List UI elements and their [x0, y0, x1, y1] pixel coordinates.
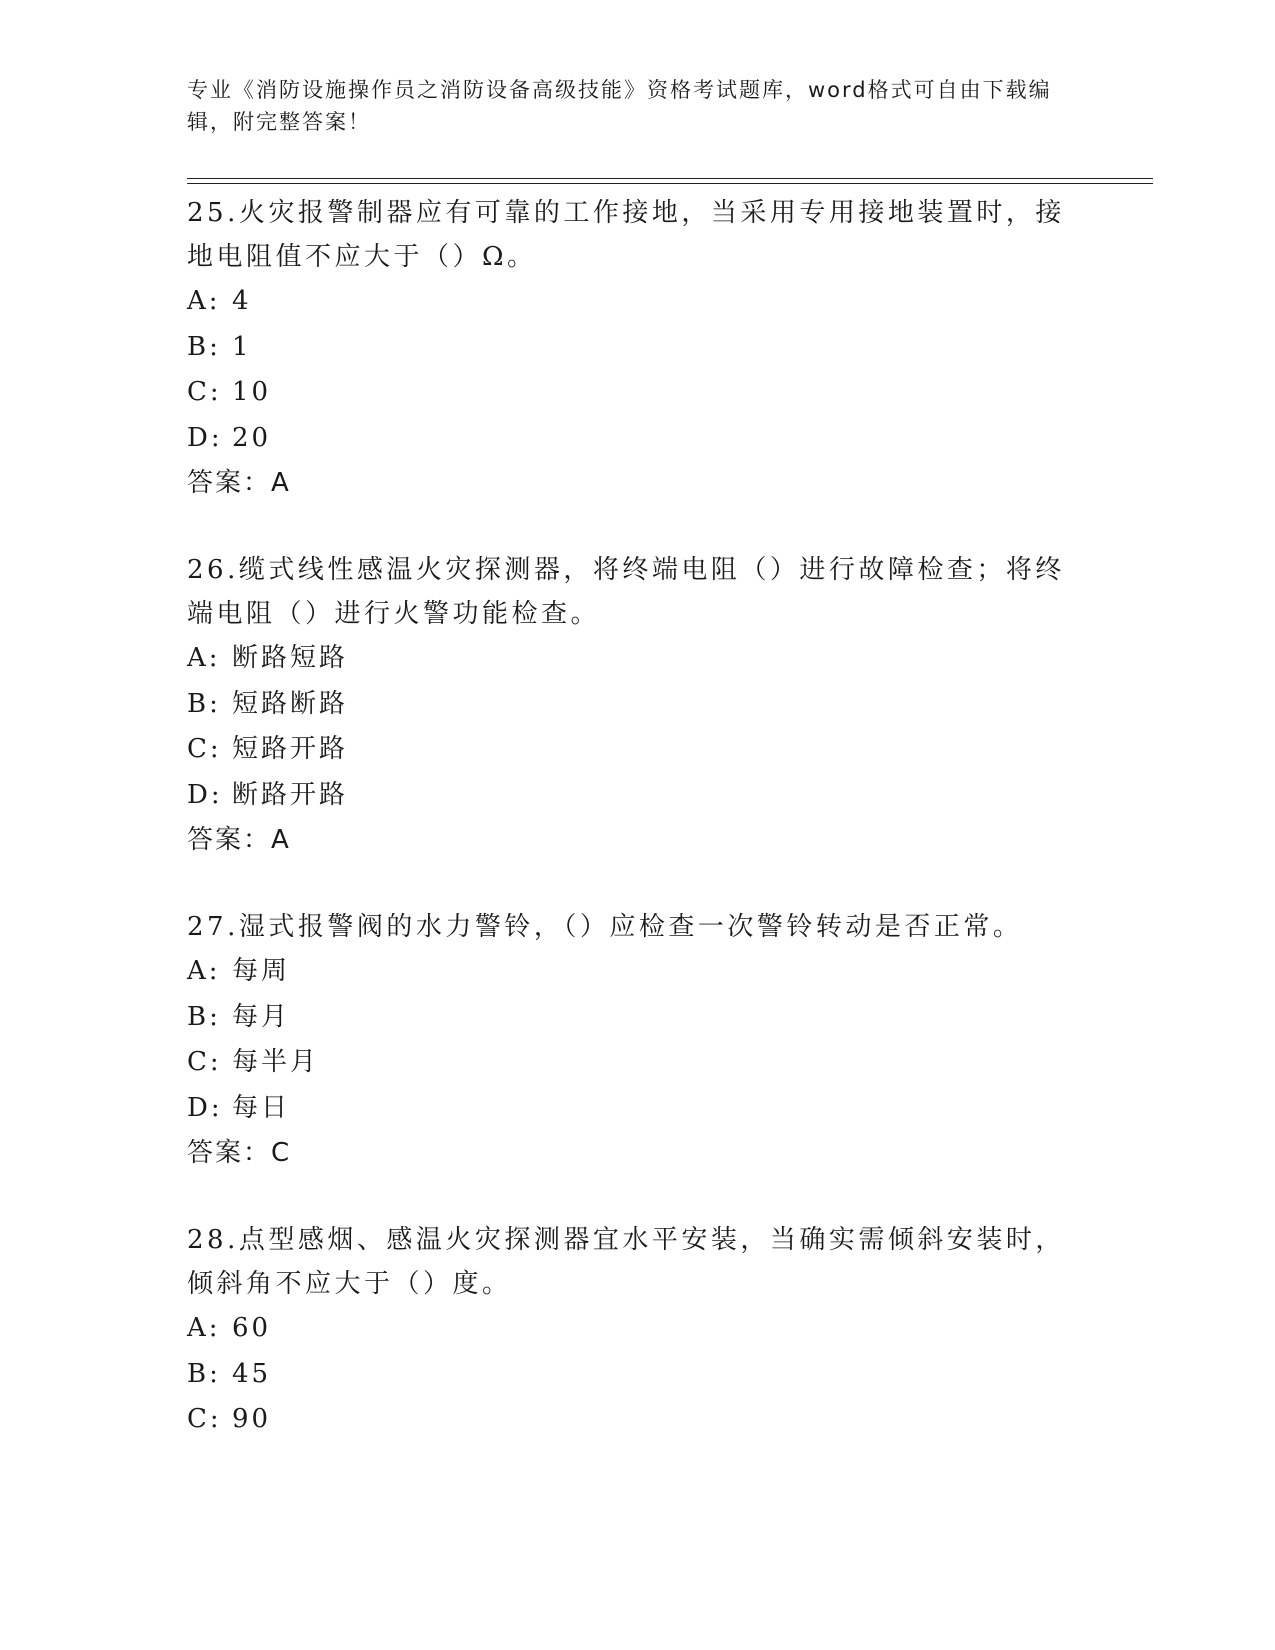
question-stem: 28.点型感烟、感温火灾探测器宜水平安装，当确实需倾斜安装时，倾斜角不应大于（）度。	[187, 1225, 1065, 1299]
option-c	[187, 1040, 1087, 1086]
option-key: A:	[187, 643, 221, 673]
option-text: 每月	[232, 1001, 291, 1032]
question-stem: 26.缆式线性感温火灾探测器，将终端电阻（）进行故障检查；将终端电阻（）进行火警功能检查。	[187, 555, 1065, 629]
option-b	[187, 1352, 1087, 1398]
question-28	[187, 1218, 1087, 1443]
option-key: C:	[187, 734, 222, 764]
option-key: D:	[187, 779, 223, 810]
header-divider-bottom	[187, 183, 1153, 184]
option-key: B:	[187, 331, 221, 362]
option-key: D:	[187, 422, 223, 453]
option-b	[187, 995, 1087, 1041]
option-key: A:	[187, 286, 221, 316]
option-key: D:	[187, 1092, 223, 1123]
option-text: 每半月	[232, 1047, 320, 1077]
question-26	[187, 548, 1087, 862]
header-divider-top	[187, 178, 1153, 179]
option-text: 1	[232, 331, 252, 362]
option-key: B:	[187, 1358, 221, 1389]
answer-label: 答案：C	[187, 1138, 292, 1168]
option-text: 每周	[232, 956, 291, 986]
option-key: A:	[187, 1313, 221, 1343]
option-c	[187, 1397, 1087, 1443]
question-stem: 27.湿式报警阀的水力警铃，（）应检查一次警铃转动是否正常。	[187, 912, 1023, 942]
option-c	[187, 370, 1087, 416]
option-a	[187, 949, 1087, 995]
option-a	[187, 279, 1087, 325]
option-a	[187, 636, 1087, 682]
option-text: 4	[232, 286, 252, 316]
option-b	[187, 682, 1087, 728]
option-text: 90	[232, 1404, 272, 1434]
question-27	[187, 905, 1087, 1175]
option-text: 10	[232, 377, 272, 407]
option-text: 短路断路	[232, 688, 349, 719]
option-key: C:	[187, 377, 222, 407]
option-text: 20	[232, 422, 272, 453]
document-header: 专业《消防设施操作员之消防设备高级技能》资格考试题库，word格式可自由下载编辑，附完整答案！	[187, 78, 1052, 134]
option-key: A:	[187, 956, 221, 986]
answer-label: 答案：A	[187, 825, 291, 855]
answer-label: 答案：A	[187, 468, 291, 498]
option-text: 短路开路	[232, 734, 349, 764]
option-key: C:	[187, 1047, 222, 1077]
option-key: C:	[187, 1404, 222, 1434]
option-text: 断路短路	[232, 643, 349, 673]
option-text: 60	[232, 1313, 272, 1343]
option-text: 45	[232, 1358, 272, 1389]
option-d	[187, 416, 1087, 462]
option-text: 每日	[232, 1092, 291, 1123]
option-key: B:	[187, 688, 221, 719]
question-25	[187, 191, 1087, 505]
option-d	[187, 1086, 1087, 1132]
option-b	[187, 325, 1087, 371]
option-text: 断路开路	[232, 779, 349, 810]
question-list	[187, 191, 1087, 1486]
option-d	[187, 773, 1087, 819]
option-c	[187, 727, 1087, 773]
option-key: B:	[187, 1001, 221, 1032]
option-a	[187, 1306, 1087, 1352]
question-stem: 25.火灾报警制器应有可靠的工作接地，当采用专用接地装置时，接地电阻值不应大于（）Ω。	[187, 198, 1065, 272]
